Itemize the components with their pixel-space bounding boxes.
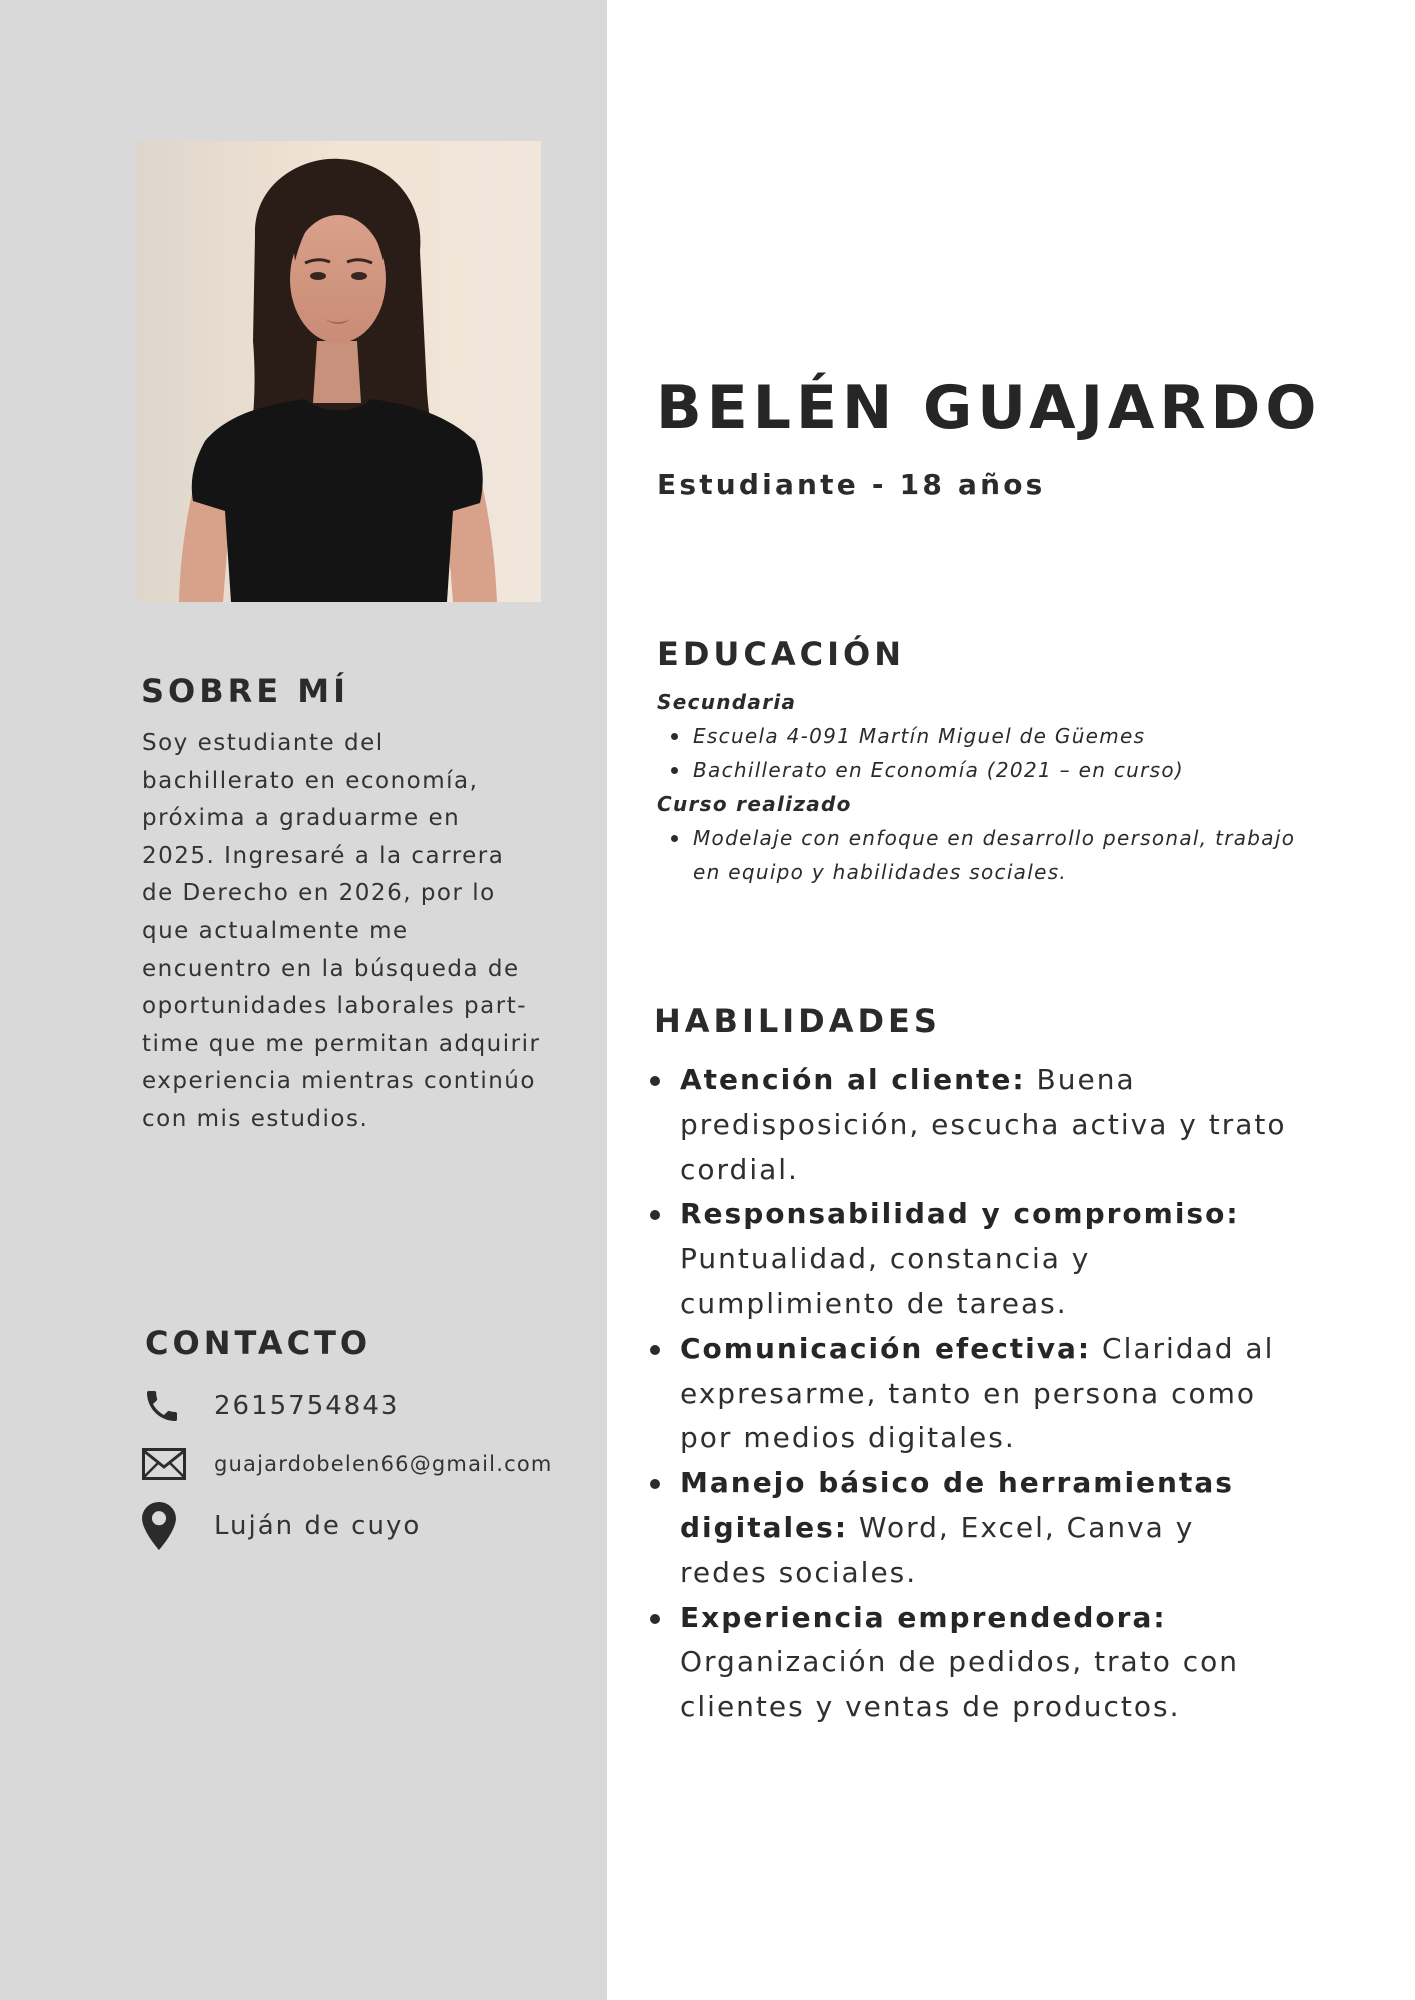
education-list bbox=[657, 821, 1297, 889]
email-address: guajardobelen66@gmail.com bbox=[214, 1452, 553, 1476]
contact-email bbox=[142, 1439, 553, 1489]
skill-label: Comunicación efectiva: bbox=[680, 1331, 1092, 1365]
education-heading: EDUCACIÓN bbox=[657, 635, 906, 673]
skill-label: Manejo básico de herramientas digitales: bbox=[680, 1466, 1234, 1544]
contact-phone bbox=[142, 1381, 399, 1431]
education-list bbox=[657, 719, 1297, 787]
subtitle: Estudiante - 18 años bbox=[657, 468, 1046, 501]
list-item: Modelaje con enfoque en desarrollo personal, trabajo en equipo y habilidades sociales. bbox=[693, 821, 1297, 889]
list-item bbox=[680, 1461, 1290, 1595]
list-item: Bachillerato en Economía (2021 – en curso) bbox=[693, 753, 1297, 787]
education-section bbox=[657, 685, 1297, 889]
skill-label: Atención al cliente: bbox=[680, 1063, 1026, 1096]
skills-list bbox=[680, 1058, 1290, 1730]
skill-text: Claridad al expresarme, tanto en persona como por medios digitales. bbox=[680, 1331, 1275, 1455]
list-item bbox=[680, 1192, 1290, 1326]
skill-label: Experiencia emprendedora: bbox=[680, 1600, 1167, 1634]
about-text: Soy estudiante del bachillerato en economía, próxima a graduarme en 2025. Ingresaré a la carrera de Derecho en 2026, por lo que actualmente me encuentro en la búsqueda de oportunidades laborales part-time que me permitan adquirir experiencia mientras continúo con mis estudios. bbox=[142, 730, 541, 1132]
contact-location bbox=[142, 1501, 421, 1551]
full-name: BELÉN GUAJARDO bbox=[656, 373, 1322, 443]
skill-text: Word, Excel, Canva y redes sociales. bbox=[680, 1510, 1195, 1589]
skill-text: Puntualidad, constancia y cumplimiento de tareas. bbox=[680, 1242, 1091, 1320]
skill-label: Responsabilidad y compromiso: bbox=[680, 1197, 1240, 1231]
profile-photo bbox=[135, 141, 541, 602]
education-group-title: Secundaria bbox=[657, 690, 797, 714]
phone-number: 2615754843 bbox=[214, 1391, 400, 1421]
location-text: Luján de cuyo bbox=[214, 1511, 422, 1541]
about-heading: SOBRE MÍ bbox=[141, 672, 350, 710]
skill-text: Buena predisposición, escucha activa y trato cordial. bbox=[680, 1063, 1287, 1186]
map-pin-icon bbox=[142, 1501, 198, 1551]
phone-icon bbox=[142, 1381, 198, 1431]
skills-heading: HABILIDADES bbox=[654, 1002, 941, 1040]
list-item bbox=[680, 1058, 1290, 1192]
list-item bbox=[680, 1327, 1290, 1461]
skill-text: Organización de pedidos, trato con clientes y ventas de productos. bbox=[680, 1645, 1239, 1724]
envelope-icon bbox=[142, 1439, 198, 1489]
contact-heading: CONTACTO bbox=[145, 1324, 372, 1362]
list-item: Escuela 4-091 Martín Miguel de Güemes bbox=[693, 719, 1297, 753]
education-group-title: Curso realizado bbox=[657, 792, 852, 816]
list-item bbox=[680, 1596, 1290, 1730]
